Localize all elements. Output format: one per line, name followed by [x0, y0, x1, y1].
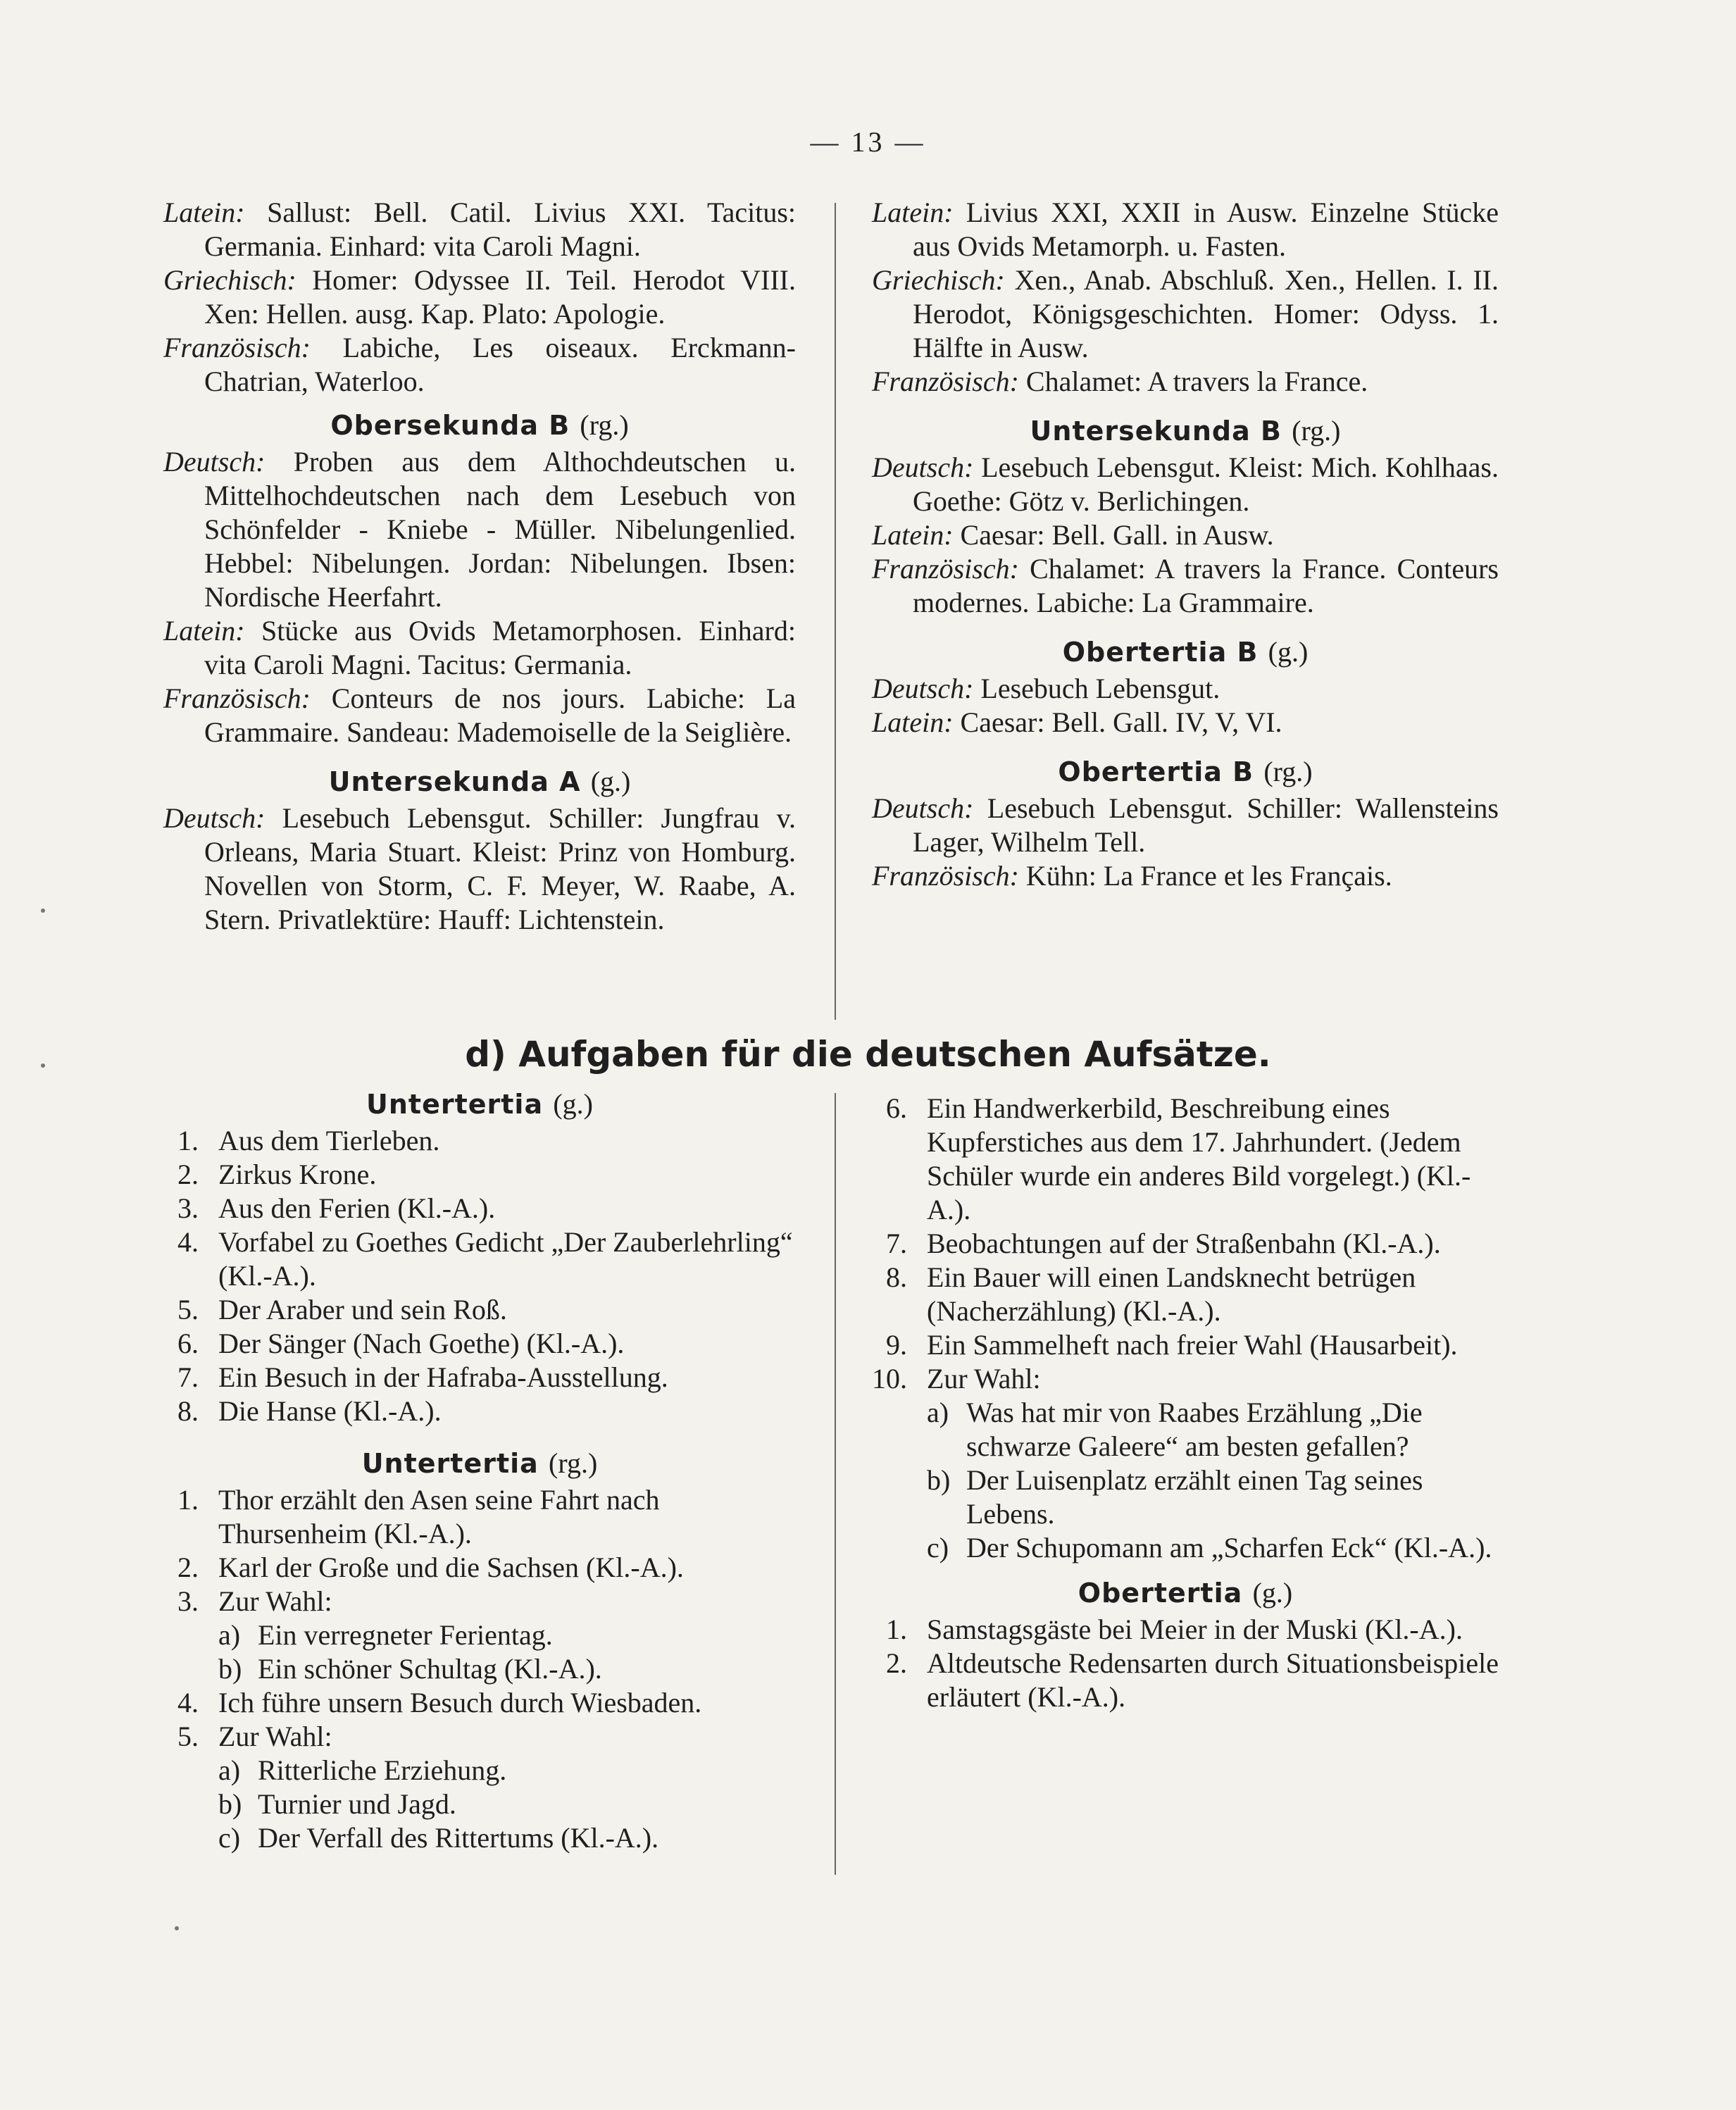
essay-topic: 2. Karl der Große und die Sachsen (Kl.-A.). [177, 1552, 684, 1583]
reading-list-right [872, 196, 1499, 893]
reading-entry: Latein: Stücke aus Ovids Metamorphosen. Einhard: vita Caroli Magni. Tacitus: Germania. [163, 615, 796, 680]
essay-topic: 1. Thor erzählt den Asen seine Fahrt nach Thursenheim (Kl.-A.). [177, 1484, 660, 1549]
essay-topic: 7. Beobachtungen auf der Straßenbahn (Kl.-A.). [886, 1228, 1441, 1259]
essay-subtopic-list [163, 1618, 796, 1686]
essay-topic: 9. Ein Sammelheft nach freier Wahl (Hausarbeit). [886, 1329, 1458, 1361]
essay-topic: 2. Zirkus Krone. [177, 1159, 377, 1190]
scan-speck [175, 1926, 179, 1930]
essay-topic: 4. Ich führe unsern Besuch durch Wiesbaden. [177, 1687, 702, 1718]
essay-topic: 3. Zur Wahl: [177, 1585, 332, 1617]
column-divider-bottom [835, 1093, 836, 1875]
section-title-obertertia-b-g: Obertertia B (g.) [1062, 636, 1309, 668]
reading-entry: Deutsch: Lesebuch Lebensgut. Schiller: Wallensteins Lager, Wilhelm Tell. [872, 792, 1499, 858]
reading-entry: Französisch: Chalamet: A travers la France. Conteurs modernes. Labiche: La Grammaire. [872, 553, 1499, 618]
essay-list-left [163, 1078, 796, 1855]
reading-entry: Griechisch: Xen., Anab. Abschluß. Xen., Hellen. I. II. Herodot, Königsgeschichten. Homer: Odyss. 1. Hälfte in Ausw. [872, 264, 1499, 363]
section-title-untertertia-rg: Untertertia (rg.) [361, 1447, 598, 1479]
essay-topic: 4. Vorfabel zu Goethes Gedicht „Der Zauberlehrling“ (Kl.-A.). [177, 1226, 793, 1292]
section-title-obersekunda-b: Obersekunda B (rg.) [330, 409, 629, 441]
reading-entry: Französisch: Chalamet: A travers la France. [872, 366, 1368, 397]
essay-topic: 2. Altdeutsche Redensarten durch Situationsbeispiele erläutert (Kl.-A.). [886, 1647, 1499, 1713]
reading-entry: Latein: Caesar: Bell. Gall. IV, V, VI. [872, 706, 1282, 738]
essay-subtopic: a) Ein verregneter Ferientag. [218, 1619, 553, 1651]
reading-entry: Deutsch: Proben aus dem Althochdeutschen u. Mittelhochdeutschen nach dem Lesebuch von Schönfelder - Kniebe - Müller. Nibelungenlied. Hebbel: Nibelungen. Jordan: Nibelungen. Ibsen: Nordische Heerfahrt. [163, 446, 796, 613]
essay-topics-heading: d) Aufgaben für die deutschen Aufsätze. [465, 1034, 1271, 1075]
reading-entry: Latein: Livius XXI, XXII in Ausw. Einzelne Stücke aus Ovids Metamorph. u. Fasten. [872, 196, 1499, 262]
essay-subtopic: b) Der Luisenplatz erzählt einen Tag seines Lebens. [927, 1464, 1423, 1530]
reading-entry: Deutsch: Lesebuch Lebensgut. [872, 673, 1220, 704]
section-title-obertertia-g: Obertertia (g.) [1078, 1577, 1293, 1609]
essay-topic: 6. Der Sänger (Nach Goethe) (Kl.-A.). [177, 1328, 625, 1359]
essay-topic: 1. Aus dem Tierleben. [177, 1125, 440, 1156]
essay-topic: 5. Zur Wahl: [177, 1721, 332, 1752]
essay-subtopic: b) Turnier und Jagd. [218, 1788, 456, 1820]
reading-entry: Französisch: Labiche, Les oiseaux. Erckmann-Chatrian, Waterloo. [163, 332, 796, 397]
reading-entry: Deutsch: Lesebuch Lebensgut. Kleist: Mich. Kohlhaas. Goethe: Götz v. Berlichingen. [872, 451, 1499, 517]
reading-entry: Latein: Sallust: Bell. Catil. Livius XXI. Tacitus: Germania. Einhard: vita Caroli Magni. [163, 196, 797, 262]
reading-entry: Französisch: Kühn: La France et les Français. [872, 860, 1392, 892]
essay-topic: 1. Samstagsgäste bei Meier in der Muski (Kl.-A.). [886, 1613, 1463, 1645]
essay-subtopic-list [872, 1396, 1499, 1565]
essay-subtopic: b) Ein schöner Schultag (Kl.-A.). [218, 1653, 602, 1685]
essay-subtopic: a) Ritterliche Erziehung. [218, 1754, 507, 1786]
essay-topic: 7. Ein Besuch in der Hafraba-Ausstellung. [177, 1361, 668, 1393]
reading-entry: Deutsch: Lesebuch Lebensgut. Schiller: Jungfrau v. Orleans, Maria Stuart. Kleist: Prinz von Homburg. Novellen von Storm, C. F. Meyer, W. Raabe, A. Stern. Privatlektüre: Hauff: Lichtenstein. [163, 802, 797, 935]
essay-topic: 6. Ein Handwerkerbild, Beschreibung eines Kupferstiches aus dem 17. Jahrhundert. (Jedem Schüler wurde ein anderes Bild vorgelegt.) (Kl.-A.). [886, 1092, 1471, 1225]
essay-topic: 8. Ein Bauer will einen Landsknecht betrügen (Nacherzählung) (Kl.-A.). [886, 1261, 1416, 1327]
essay-subtopic: c) Der Schupomann am „Scharfen Eck“ (Kl.-A.). [927, 1532, 1492, 1563]
essay-topic: 5. Der Araber und sein Roß. [177, 1294, 507, 1325]
essay-topic: 10. Zur Wahl: [872, 1363, 1041, 1394]
section-title-obertertia-b-rg: Obertertia B (rg.) [1058, 756, 1313, 787]
page-number: — 13 — [810, 126, 926, 158]
section-title-untersekunda-a: Untersekunda A (g.) [328, 766, 631, 797]
section-title-untersekunda-b: Untersekunda B (rg.) [1030, 415, 1341, 447]
essay-topic: 3. Aus den Ferien (Kl.-A.). [177, 1192, 496, 1224]
essay-subtopic: a) Was hat mir von Raabes Erzählung „Die schwarze Galeere“ am besten gefallen? [927, 1397, 1423, 1462]
scan-speck [41, 909, 45, 913]
reading-list-left [163, 196, 796, 937]
essay-subtopic: c) Der Verfall des Rittertums (Kl.-A.). [218, 1822, 659, 1854]
reading-entry: Griechisch: Homer: Odyssee II. Teil. Herodot VIII. Xen: Hellen. ausg. Kap. Plato: Apologie. [163, 264, 796, 330]
essay-list-right [872, 1092, 1499, 1714]
reading-entry: Französisch: Conteurs de nos jours. Labiche: La Grammaire. Sandeau: Mademoiselle de la Seiglière. [163, 682, 796, 748]
essay-topic: 8. Die Hanse (Kl.-A.). [177, 1395, 442, 1427]
section-title-untertertia-g: Untertertia (g.) [366, 1088, 593, 1120]
essay-subtopic-list [163, 1754, 796, 1855]
column-divider-top [835, 203, 836, 1020]
scan-speck [41, 1063, 45, 1068]
reading-entry: Latein: Caesar: Bell. Gall. in Ausw. [872, 519, 1274, 551]
